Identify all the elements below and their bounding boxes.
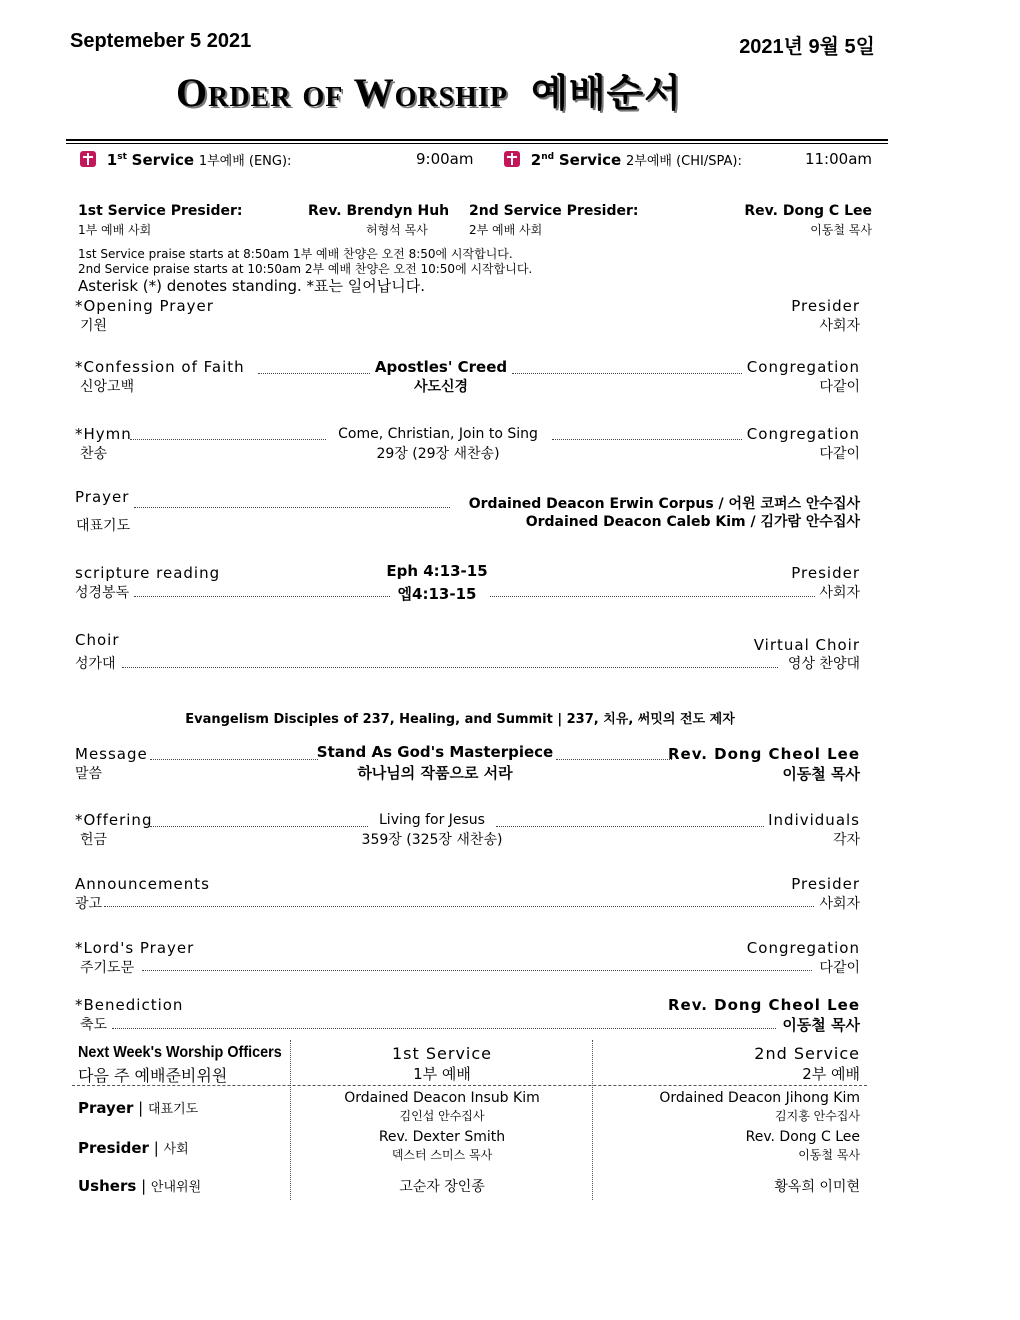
officers-row-label: Ushers | 안내위원 <box>78 1177 202 1195</box>
officers-cell-ko: 덱스터 스미스 목사 <box>391 1148 493 1162</box>
order-item-label: *Benediction <box>75 996 184 1014</box>
order-item-role: Presider <box>791 875 860 893</box>
page-title <box>176 62 682 117</box>
officers-col2-head: 2nd Service <box>754 1044 860 1063</box>
leader-dots <box>122 667 778 668</box>
order-item-role-ko: 각자 <box>832 832 860 848</box>
order-item-title-ko: 359장 (325장 새찬송) <box>361 832 503 848</box>
order-item-role-ko: 이동철 목사 <box>782 765 860 783</box>
leader-dots <box>130 439 326 440</box>
order-item-role-ko: 사회자 <box>819 896 860 912</box>
officers-column-divider <box>592 1040 593 1200</box>
order-item-title-ko: 29장 (29장 새찬송) <box>376 446 500 462</box>
officers-row-label: Prayer | 대표기도 <box>78 1099 199 1117</box>
service-second-time: 11:00am <box>804 150 872 168</box>
leader-dots <box>112 1028 776 1029</box>
order-item-role-ko: 사회자 <box>819 318 860 334</box>
order-item-role-ko: 다같이 <box>819 960 860 976</box>
order-item-title: Apostles' Creed <box>374 358 508 376</box>
order-item-role-ko: 이동철 목사 <box>782 1016 860 1034</box>
order-item-label: Message <box>75 745 148 763</box>
presider-second-label-ko: 2부 예배 사회 <box>469 223 543 237</box>
order-item-label-ko: 주기도문 <box>80 960 135 976</box>
cross-icon <box>80 151 96 167</box>
leader-dots <box>150 759 318 760</box>
presider-first-label: 1st Service Presider: <box>78 203 243 219</box>
order-item-role: Virtual Choir <box>753 636 860 654</box>
officers-row-label: Presider | 사회 <box>78 1139 189 1157</box>
cross-icon <box>504 151 520 167</box>
header-rule-bottom <box>66 143 888 144</box>
leader-dots <box>134 507 450 508</box>
order-item-role-ko: 영상 찬양대 <box>787 656 860 672</box>
order-item-role-ko: 사회자 <box>819 585 860 601</box>
officers-cell-ko: 김인섭 안수집사 <box>399 1109 485 1123</box>
leader-dots <box>496 826 764 827</box>
order-item-role: Individuals <box>768 811 860 829</box>
officers-divider <box>72 1085 867 1086</box>
order-item-title-ko: 사도신경 <box>413 379 469 395</box>
leader-dots <box>512 373 742 374</box>
order-item-label: Announcements <box>75 875 210 893</box>
presider-second-name-ko: 이동철 목사 <box>810 223 872 237</box>
service-first-time: 9:00am <box>416 150 474 168</box>
officers-cell-ko: 황옥희 이미현 <box>774 1179 860 1195</box>
order-item-role: Presider <box>791 297 860 315</box>
leader-dots <box>134 596 390 597</box>
order-item-role: Congregation <box>746 358 860 376</box>
order-item-label: *Offering <box>75 811 153 829</box>
officers-cell-ko: 김지홍 안수집사 <box>775 1109 860 1123</box>
order-item-label-ko: 말씀 <box>75 766 103 782</box>
order-item-label: *Lord's Prayer <box>75 939 195 957</box>
leader-dots <box>556 759 672 760</box>
date-korean: 2021년 9월 5일 <box>739 36 875 58</box>
officers-col1-head-ko: 1부 예배 <box>413 1065 471 1083</box>
order-item-label-ko: 성경봉독 <box>75 585 130 601</box>
order-item-role-ko: 다같이 <box>819 379 860 395</box>
officers-title: Next Week's Worship Officers <box>78 1044 282 1061</box>
officers-cell: Ordained Deacon Jihong Kim <box>659 1090 860 1106</box>
order-item-label-ko: 성가대 <box>75 656 116 672</box>
order-item-role: Ordained Deacon Erwin Corpus / 어윈 코퍼스 안수집사 <box>468 496 860 512</box>
note-second-praise: 2nd Service praise starts at 10:50am 2부 예배 찬양은 오전 10:50에 시작합니다. <box>78 262 533 276</box>
leader-dots <box>552 439 742 440</box>
order-item-label-ko: 기원 <box>80 318 108 334</box>
order-item-role: Presider <box>791 564 860 582</box>
title-korean: 예배순서 <box>531 71 682 115</box>
order-item-role: Congregation <box>746 939 860 957</box>
order-item-role: Congregation <box>746 425 860 443</box>
officers-cell-ko: 고순자 장인종 <box>399 1179 485 1195</box>
presider-first-name: Rev. Brendyn Huh <box>308 203 450 219</box>
leader-dots <box>258 373 370 374</box>
order-item-label: scripture reading <box>75 564 221 582</box>
date-english: Septemeber 5 2021 <box>70 30 252 52</box>
officers-col2-head-ko: 2부 예배 <box>802 1065 860 1083</box>
presider-second-label: 2nd Service Presider: <box>469 203 639 219</box>
service-first: 1st Service 1부예배 (ENG): <box>80 150 291 169</box>
order-item-role: Rev. Dong Cheol Lee <box>667 745 860 763</box>
presider-first-name-ko: 허형석 목사 <box>366 223 428 237</box>
officers-cell: Ordained Deacon Insub Kim <box>344 1090 540 1106</box>
header-rule-top <box>66 139 888 141</box>
service-second: 2nd Service 2부예배 (CHI/SPA): <box>504 150 742 169</box>
order-item-label-ko: 광고 <box>75 896 103 912</box>
order-item-role: Rev. Dong Cheol Lee <box>667 996 860 1014</box>
order-item-title: Stand As God's Masterpiece <box>316 743 554 761</box>
order-item-title: Come, Christian, Join to Sing <box>338 426 538 442</box>
order-item-label: *Confession of Faith <box>75 358 245 376</box>
order-item-label-ko: 헌금 <box>80 832 108 848</box>
order-item-title: Eph 4:13-15 <box>386 562 488 580</box>
note-asterisk: Asterisk (*) denotes standing. *표는 일어납니다. <box>78 277 426 295</box>
order-item-title-ko: 하나님의 작품으로 서라 <box>357 764 513 782</box>
order-item-label: Choir <box>75 631 120 649</box>
order-item-label-ko: 찬송 <box>80 446 108 462</box>
order-item-label: *Opening Prayer <box>75 297 214 315</box>
leader-dots <box>104 906 814 907</box>
leader-dots <box>150 826 368 827</box>
presider-first-label-ko: 1부 예배 사회 <box>78 223 152 237</box>
note-first-praise: 1st Service praise starts at 8:50am 1부 예배 찬양은 오전 8:50에 시작합니다. <box>78 247 513 261</box>
officers-col1-head: 1st Service <box>391 1044 492 1063</box>
order-item-title-ko: 엡4:13-15 <box>397 585 477 603</box>
leader-dots <box>490 596 815 597</box>
order-item-label-ko: 대표기도 <box>76 518 131 534</box>
title-english: Order of Worship <box>176 70 508 115</box>
evangelism-line: Evangelism Disciples of 237, Healing, and Summit | 237, 치유, 써밋의 전도 제자 <box>185 712 735 727</box>
officers-title-ko: 다음 주 예배준비위원 <box>78 1066 228 1085</box>
order-item-label: Prayer <box>75 488 130 506</box>
officers-cell: Rev. Dong C Lee <box>745 1129 860 1145</box>
order-item-label-ko: 신앙고백 <box>80 379 135 395</box>
presider-second-name: Rev. Dong C Lee <box>744 203 872 219</box>
officers-cell-ko: 이동철 목사 <box>798 1148 860 1162</box>
officers-cell: Rev. Dexter Smith <box>378 1129 506 1145</box>
officers-column-divider <box>290 1040 291 1200</box>
order-item-label: *Hymn <box>75 425 132 443</box>
order-item-role-ko: Ordained Deacon Caleb Kim / 김가람 안수집사 <box>525 514 860 530</box>
order-item-title: Living for Jesus <box>379 812 485 828</box>
leader-dots <box>142 970 812 971</box>
order-item-label-ko: 축도 <box>80 1017 108 1033</box>
order-item-role-ko: 다같이 <box>819 446 860 462</box>
